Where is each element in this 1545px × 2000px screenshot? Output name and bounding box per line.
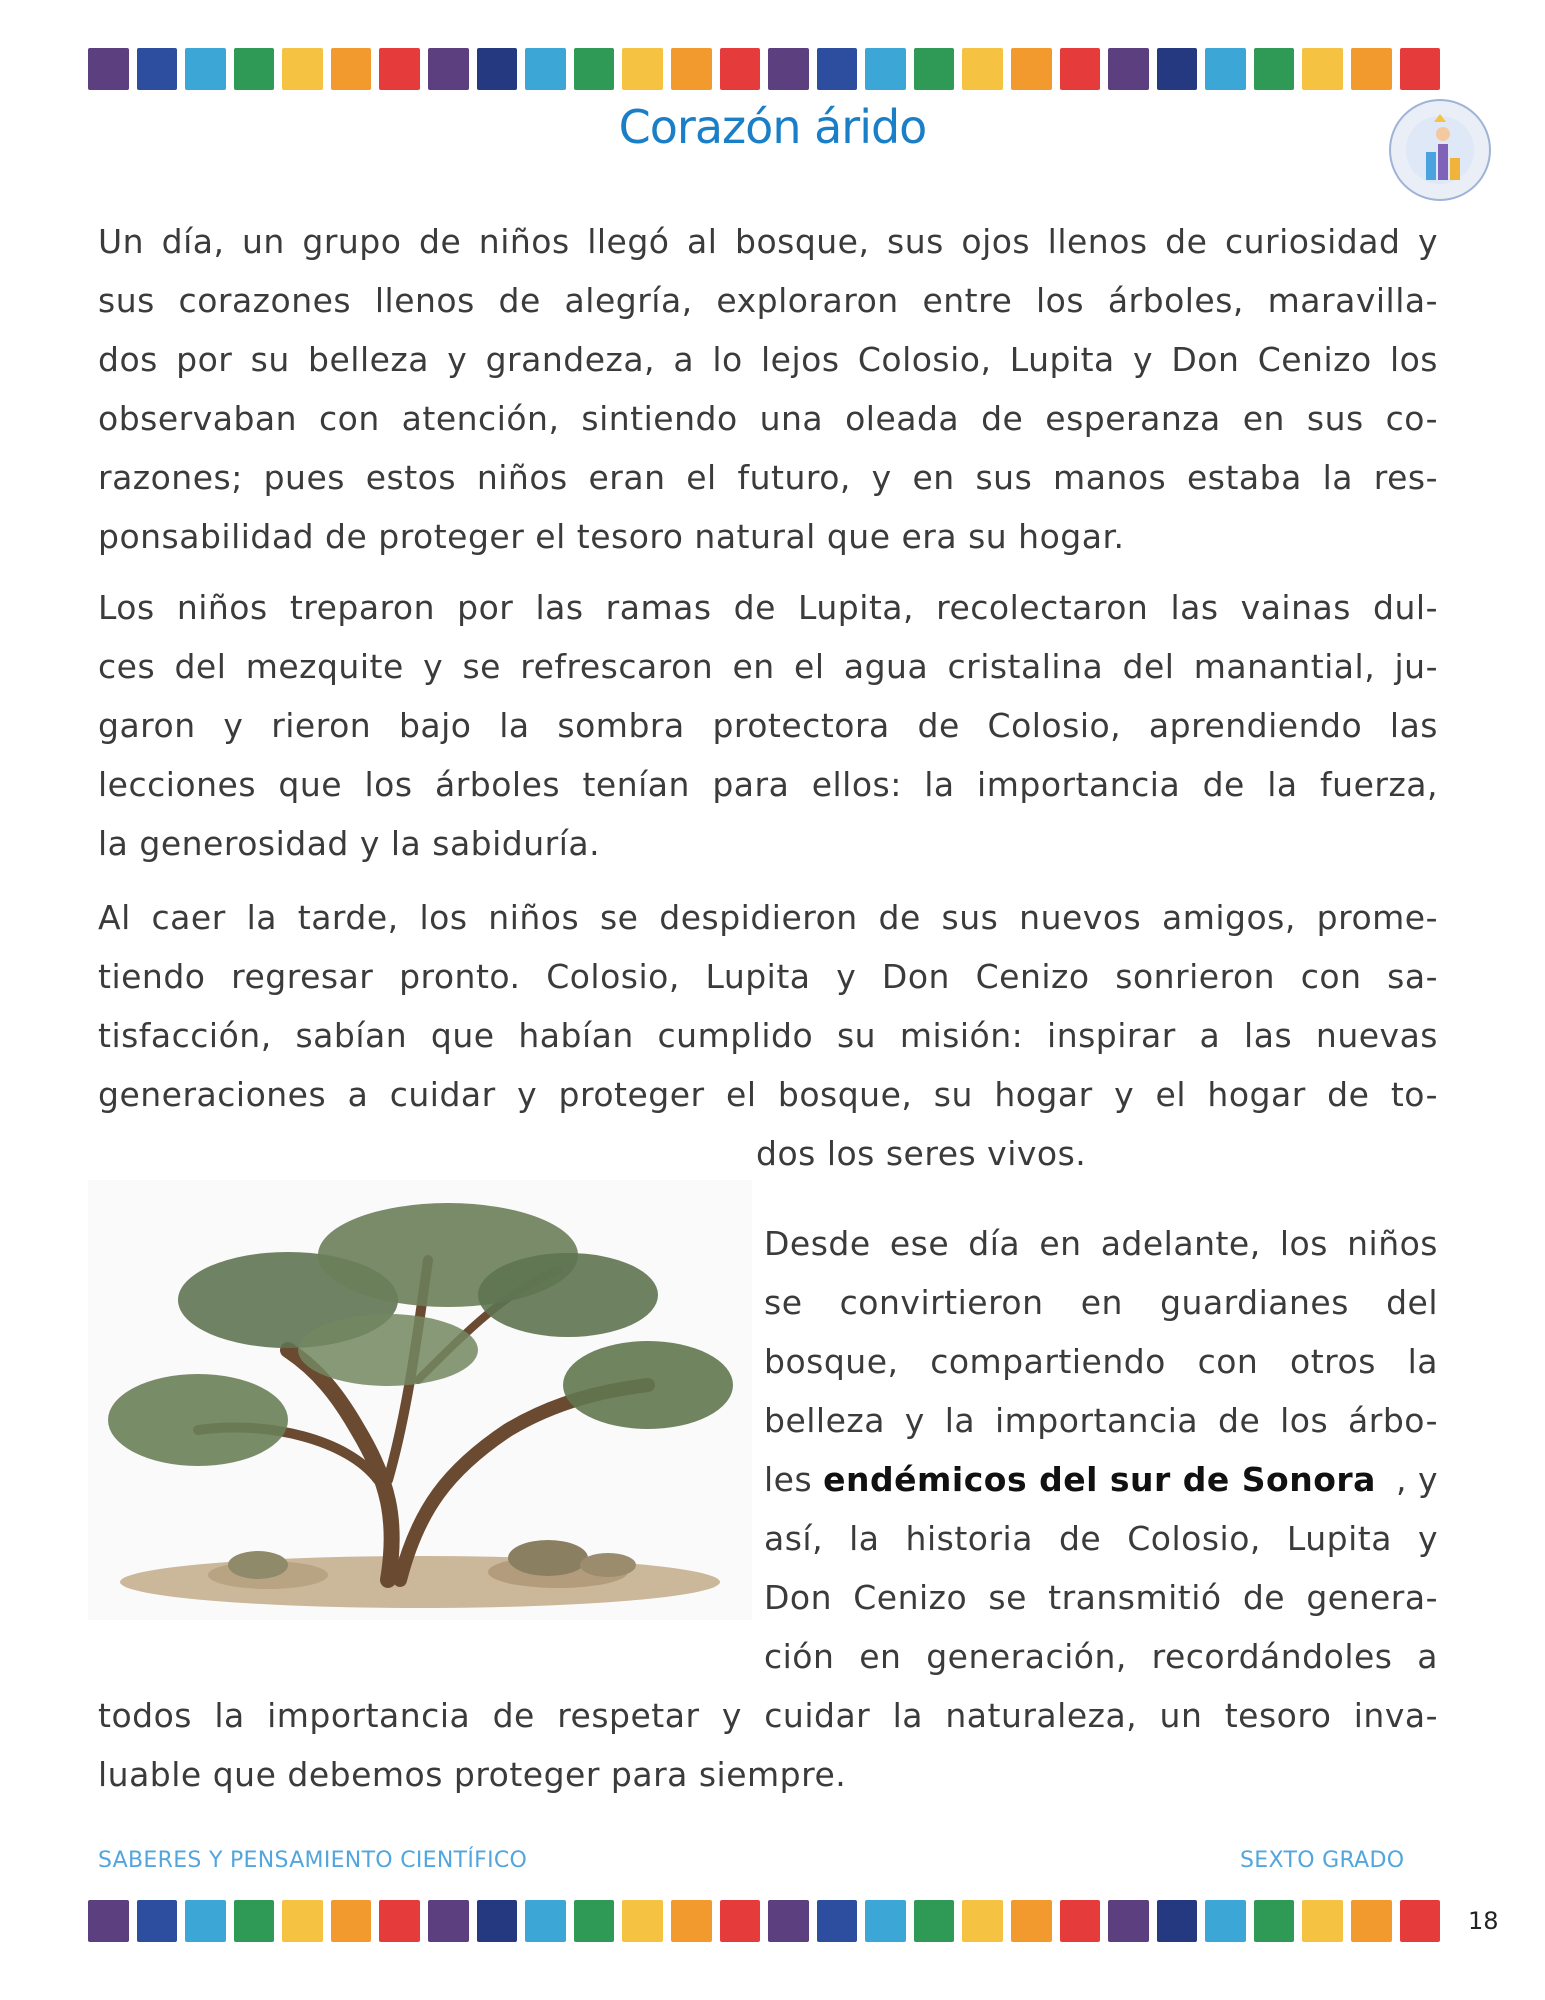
color-square <box>914 48 955 90</box>
color-square <box>865 48 906 90</box>
paragraph-1 <box>98 212 1438 566</box>
color-square <box>1205 48 1246 90</box>
color-square <box>1157 48 1198 90</box>
text-line: generaciones a cuidar y proteger el bosque, su hogar y el hogar de to- <box>98 1075 1438 1114</box>
paragraph-4 <box>764 1214 1438 1686</box>
mesquite-tree-illustration <box>88 1180 752 1620</box>
highlighted-phrase: endémicos del sur de Sonora <box>823 1460 1376 1499</box>
text-line: así, la historia de Colosio, Lupita y <box>764 1519 1438 1558</box>
color-square <box>1351 48 1392 90</box>
color-square <box>622 1900 663 1942</box>
color-square <box>1254 48 1295 90</box>
text-line: se convirtieron en guardianes del <box>764 1283 1438 1322</box>
text-line: todos la importancia de respetar y cuidar la naturaleza, un tesoro inva- <box>98 1696 1438 1735</box>
color-square <box>671 48 712 90</box>
text-line: la generosidad y la sabiduría. <box>98 824 601 863</box>
color-square <box>1302 48 1343 90</box>
text-line: bosque, compartiendo con otros la <box>764 1342 1438 1381</box>
top-color-strip <box>88 48 1440 90</box>
text-line: Don Cenizo se transmitió de genera- <box>764 1578 1438 1617</box>
color-square <box>234 1900 275 1942</box>
paragraph-4-continued <box>98 1686 1438 1804</box>
text-line: tisfacción, sabían que habían cumplido su misión: inspirar a las nuevas <box>98 1016 1438 1055</box>
color-square <box>671 1900 712 1942</box>
color-square <box>282 1900 323 1942</box>
color-square <box>477 1900 518 1942</box>
color-square <box>1108 48 1149 90</box>
color-square <box>1351 1900 1392 1942</box>
color-square <box>1060 48 1101 90</box>
color-square <box>865 1900 906 1942</box>
color-square <box>962 1900 1003 1942</box>
color-square <box>1157 1900 1198 1942</box>
bottom-color-strip <box>88 1900 1440 1942</box>
text-line: ponsabilidad de proteger el tesoro natural que era su hogar. <box>98 517 1125 556</box>
color-square <box>914 1900 955 1942</box>
color-square <box>1205 1900 1246 1942</box>
color-square <box>720 1900 761 1942</box>
text-line: luable que debemos proteger para siempre. <box>98 1755 847 1794</box>
color-square <box>88 1900 129 1942</box>
text-fragment: , y <box>1395 1460 1438 1499</box>
text-line: tiendo regresar pronto. Colosio, Lupita y Don Cenizo sonrieron con sa- <box>98 957 1438 996</box>
color-square <box>185 1900 226 1942</box>
text-line: dos los seres vivos. <box>756 1134 1087 1173</box>
color-square <box>428 1900 469 1942</box>
text-line: razones; pues estos niños eran el futuro, y en sus manos estaba la res- <box>98 458 1438 497</box>
color-square <box>574 1900 615 1942</box>
color-square <box>1302 1900 1343 1942</box>
color-square <box>720 48 761 90</box>
color-square <box>477 48 518 90</box>
color-square <box>137 48 178 90</box>
color-square <box>88 48 129 90</box>
text-line: Un día, un grupo de niños llegó al bosque, sus ojos llenos de curiosidad y <box>98 222 1438 261</box>
color-square <box>962 48 1003 90</box>
text-line: ces del mezquite y se refrescaron en el agua cristalina del manantial, ju- <box>98 647 1438 686</box>
color-square <box>622 48 663 90</box>
color-square <box>1400 48 1441 90</box>
color-square <box>574 48 615 90</box>
color-square <box>1060 1900 1101 1942</box>
text-line: sus corazones llenos de alegría, exploraron entre los árboles, maravilla- <box>98 281 1438 320</box>
color-square <box>428 48 469 90</box>
color-square <box>525 1900 566 1942</box>
text-line: observaban con atención, sintiendo una oleada de esperanza en sus co- <box>98 399 1438 438</box>
color-square <box>817 48 858 90</box>
color-square <box>234 48 275 90</box>
color-square <box>185 48 226 90</box>
color-square <box>817 1900 858 1942</box>
color-square <box>1400 1900 1441 1942</box>
color-square <box>282 48 323 90</box>
text-line: Los niños treparon por las ramas de Lupita, recolectaron las vainas dul- <box>98 588 1438 627</box>
color-square <box>379 48 420 90</box>
text-line: Desde ese día en adelante, los niños <box>764 1224 1438 1263</box>
color-square <box>1011 48 1052 90</box>
footer-subject: SABERES Y PENSAMIENTO CIENTÍFICO <box>98 1848 528 1873</box>
paragraph-3 <box>98 888 1438 1183</box>
text-line: Al caer la tarde, los niños se despidieron de sus nuevos amigos, prome- <box>98 898 1438 937</box>
text-line: belleza y la importancia de los árbo- <box>764 1401 1438 1440</box>
color-square <box>137 1900 178 1942</box>
text-line: garon y rieron bajo la sombra protectora de Colosio, aprendiendo las <box>98 706 1438 745</box>
color-square <box>525 48 566 90</box>
color-square <box>1011 1900 1052 1942</box>
color-square <box>768 48 809 90</box>
text-line: ción en generación, recordándoles a <box>764 1637 1438 1676</box>
color-square <box>331 48 372 90</box>
text-line: dos por su belleza y grandeza, a lo lejos Colosio, Lupita y Don Cenizo los <box>98 340 1438 379</box>
publisher-logo <box>1388 98 1492 202</box>
color-square <box>331 1900 372 1942</box>
color-square <box>1108 1900 1149 1942</box>
text-line: lecciones que los árboles tenían para ellos: la importancia de la fuerza, <box>98 765 1438 804</box>
page-number: 18 <box>1468 1907 1499 1935</box>
text-fragment: les <box>764 1460 824 1499</box>
page-title: Corazón árido <box>618 100 927 154</box>
footer-grade: SEXTO GRADO <box>1240 1848 1405 1873</box>
text-line <box>764 1450 1438 1509</box>
paragraph-2 <box>98 578 1438 873</box>
color-square <box>1254 1900 1295 1942</box>
color-square <box>768 1900 809 1942</box>
color-square <box>379 1900 420 1942</box>
